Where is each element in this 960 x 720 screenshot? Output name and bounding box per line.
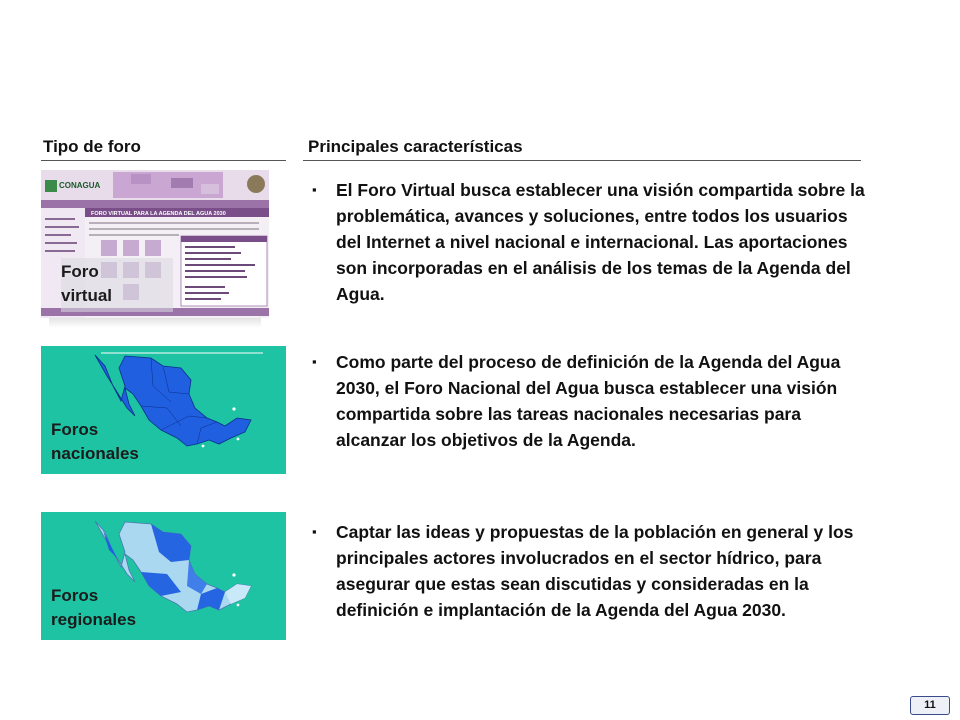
bullet-text: Captar las ideas y propuestas de la población en general y los principales actores involucrados en el sector hídrico, para asegurar que estas sean discutidas y consideradas en la definición e implantación de la Agenda del Agua 2030. bbox=[336, 522, 854, 620]
foros-nacionales-label-line2: nacionales bbox=[51, 444, 139, 463]
bullet-marker: ▪ bbox=[312, 354, 317, 369]
left-header-rule bbox=[41, 160, 286, 161]
bullet-foro-virtual bbox=[312, 177, 872, 307]
foros-nacionales-label-line1: Foros bbox=[51, 420, 99, 439]
right-header-rule bbox=[303, 160, 861, 161]
foro-virtual-label bbox=[61, 260, 112, 308]
bullet-foros-nacionales bbox=[312, 349, 872, 453]
foros-regionales-label-line1: Foros bbox=[51, 586, 99, 605]
bullet-marker: ▪ bbox=[312, 182, 317, 197]
foros-nacionales-label bbox=[51, 418, 139, 466]
foro-virtual-thumbnail bbox=[41, 170, 286, 330]
foros-regionales-thumbnail bbox=[41, 512, 286, 640]
foro-virtual-label-line1: Foro bbox=[61, 262, 99, 281]
foros-regionales-label-line2: regionales bbox=[51, 610, 137, 629]
bullet-marker: ▪ bbox=[312, 524, 317, 539]
foros-nacionales-thumbnail bbox=[41, 346, 286, 474]
column-header-caracteristicas: Principales características bbox=[308, 137, 523, 156]
conagua-logo-text: CONAGUA bbox=[59, 181, 101, 190]
column-header-tipo: Tipo de foro bbox=[43, 137, 141, 156]
bullet-text: Como parte del proceso de definición de la Agenda del Agua 2030, el Foro Nacional del Agua busca establecer una visión compartida sobre las tareas nacionales necesarias para alcanzar los objetivos de la Agenda. bbox=[336, 352, 841, 450]
page-number: 11 bbox=[910, 696, 950, 715]
foro-virtual-label-line2: virtual bbox=[61, 286, 113, 305]
bullet-text: El Foro Virtual busca establecer una visión compartida sobre la problemática, avances y soluciones, entre todos los usuarios del Internet a nivel nacional e internacional. Las aportaciones son incorporadas en el análisis de los temas de la Agenda del Agua. bbox=[336, 180, 865, 304]
website-banner-text: FORO VIRTUAL PARA LA AGENDA DEL AGUA 2030 bbox=[91, 211, 226, 217]
foros-regionales-label bbox=[51, 584, 136, 632]
bullet-foros-regionales bbox=[312, 519, 872, 623]
